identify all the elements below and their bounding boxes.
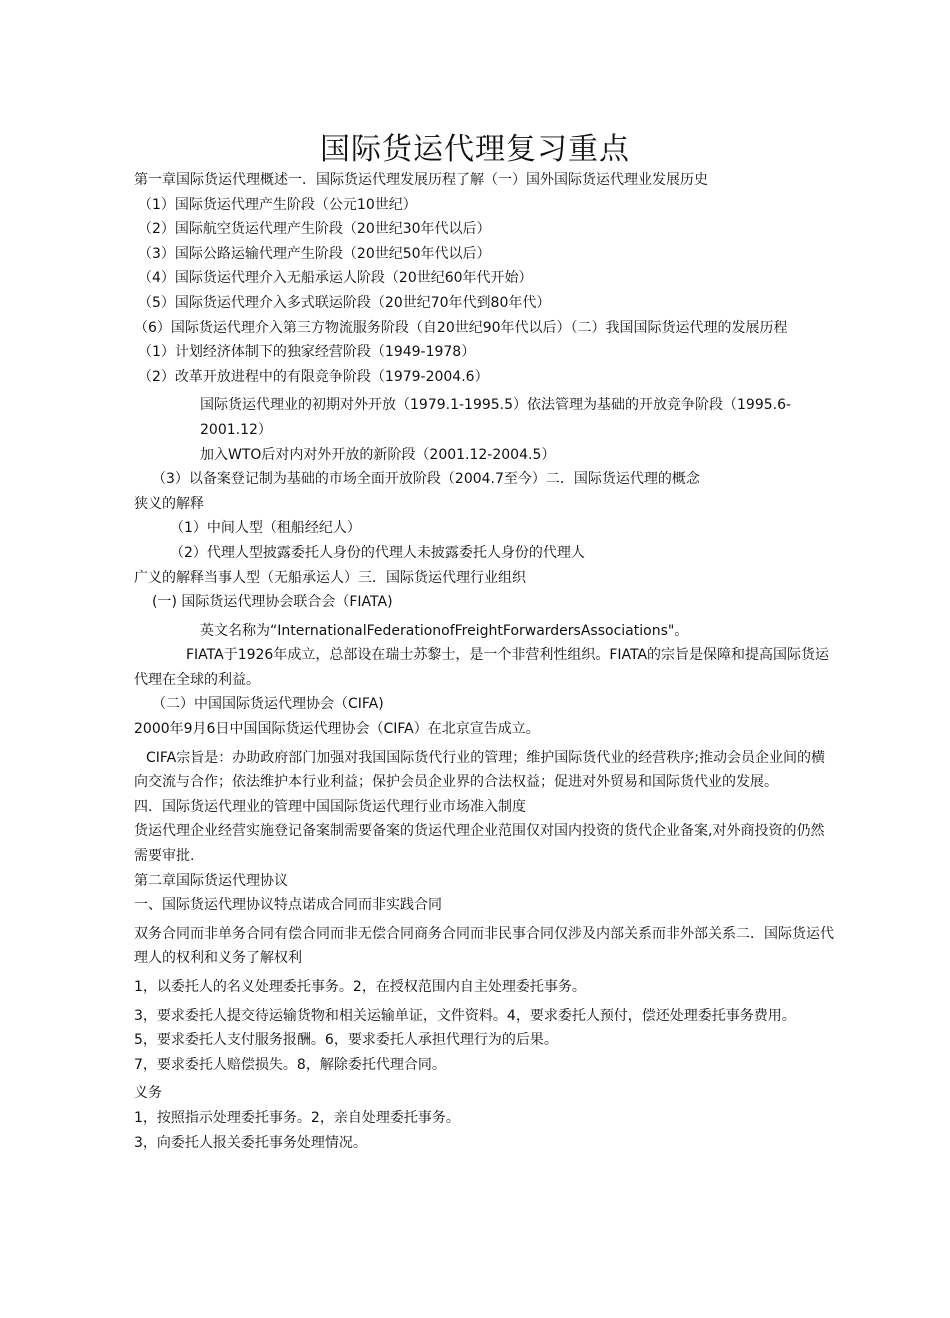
text-line: （1）中间人型（租船经纪人） xyxy=(170,520,361,537)
text-line: 3，向委托人报关委托事务处理情况。 xyxy=(134,1134,367,1151)
text-line: （2）国际航空货运代理产生阶段（20世纪30年代以后） xyxy=(138,221,491,238)
text-line: 1，按照指示处理委托事务。2，亲自处理委托事务。 xyxy=(134,1109,460,1126)
text-line: 双务合同而非单务合同有偿合同而非无偿合同商务合同而非民事合同仅涉及内部关系而非外部关系二．国际货运代理人的权利和义务了解权利 xyxy=(134,925,834,967)
text-line: （4）国际货运代理介入无船承运人阶段（20世纪60年代开始） xyxy=(138,270,533,287)
text-line: 四．国际货运代理业的管理中国国际货运代理行业市场准入制度 xyxy=(134,798,526,815)
text-line: （2）改革开放进程中的有限竞争阶段（1979-2004.6） xyxy=(138,368,489,385)
text-line: 英文名称为“InternationalFederationofFreightForwardersAssociations"。 xyxy=(200,622,689,639)
text-line: 狭义的解释 xyxy=(134,495,204,512)
text-line: （1）国际货运代理产生阶段（公元10世纪） xyxy=(138,196,417,213)
text-line: 一、国际货运代理协议特点诺成合同而非实践合同 xyxy=(134,897,442,914)
text-line: （1）计划经济体制下的独家经营阶段（1949-1978） xyxy=(138,344,476,361)
text-line: (一) 国际货运代理协会联合会（FIATA) xyxy=(152,594,393,611)
text-line: FIATA于1926年成立，总部设在瑞士苏黎士，是一个非营利性组织。FIATA的宗旨是保障和提高国际货运代理在全球的利益。 xyxy=(134,647,830,688)
text-line: （3）国际公路运输代理产生阶段（20世纪50年代以后） xyxy=(138,245,491,262)
text-line: 义务 xyxy=(134,1085,162,1102)
text-line: 国际货运代理业的初期对外开放（1979.1-1995.5）依法管理为基础的开放竞争阶段（1995.6-2001.12） xyxy=(200,397,792,438)
text-line: 3，要求委托人提交待运输货物和相关运输单证，文件资料。4，要求委托人预付，偿还处理委托事务费用。 xyxy=(134,1007,796,1024)
text-line: （3）以备案登记制为基础的市场全面开放阶段（2004.7至今）二．国际货运代理的概念 xyxy=(152,471,700,488)
text-line: 货运代理企业经营实施登记备案制需要备案的货运代理企业范围仅对国内投资的货代企业备案,对外商投资的仍然需要审批. xyxy=(134,823,825,865)
text-line: （二）中国国际货运代理协会（CIFA) xyxy=(152,696,384,713)
text-line: CIFA宗旨是：办助政府部门加强对我国国际货代行业的管理；维护国际货代业的经营秩序;推动会员企业间的横向交流与合作；依法维护本行业利益；保护会员企业界的合法权益；促进对外贸易和国际货代业的发展。 xyxy=(134,749,825,791)
text-line: 广义的解释当事人型（无船承运人）三．国际货运代理行业组织 xyxy=(134,569,526,586)
document-body xyxy=(134,168,834,1155)
text-line: 5，要求委托人支付服务报酬。6，要求委托人承担代理行为的后果。 xyxy=(134,1032,558,1049)
text-line: 1，以委托人的名义处理委托事务。2，在授权范围内自主处理委托事务。 xyxy=(134,979,586,995)
text-line: （5）国际货运代理介入多式联运阶段（20世纪70年代到80年代） xyxy=(138,294,551,311)
page-title: 国际货运代理复习重点 xyxy=(320,132,630,168)
text-line: （6）国际货运代理介入第三方物流服务阶段（自20世纪90年代以后）（二）我国国际货运代理的发展历程 xyxy=(134,319,788,336)
text-line: 第二章国际货运代理协议 xyxy=(134,872,288,889)
text-line: 7，要求委托人赔偿损失。8，解除委托代理合同。 xyxy=(134,1056,446,1073)
text-line: （2）代理人型披露委托人身份的代理人未披露委托人身份的代理人 xyxy=(170,544,585,561)
text-line: 2000年9月6日中国国际货运代理协会（CIFA）在北京宣告成立。 xyxy=(134,721,540,738)
text-line: 第一章国际货运代理概述一．国际货运代理发展历程了解（一）国外国际货运代理业发展历史 xyxy=(134,172,708,188)
text-line: 加入WTO后对内对外开放的新阶段（2001.12-2004.5） xyxy=(200,446,556,463)
